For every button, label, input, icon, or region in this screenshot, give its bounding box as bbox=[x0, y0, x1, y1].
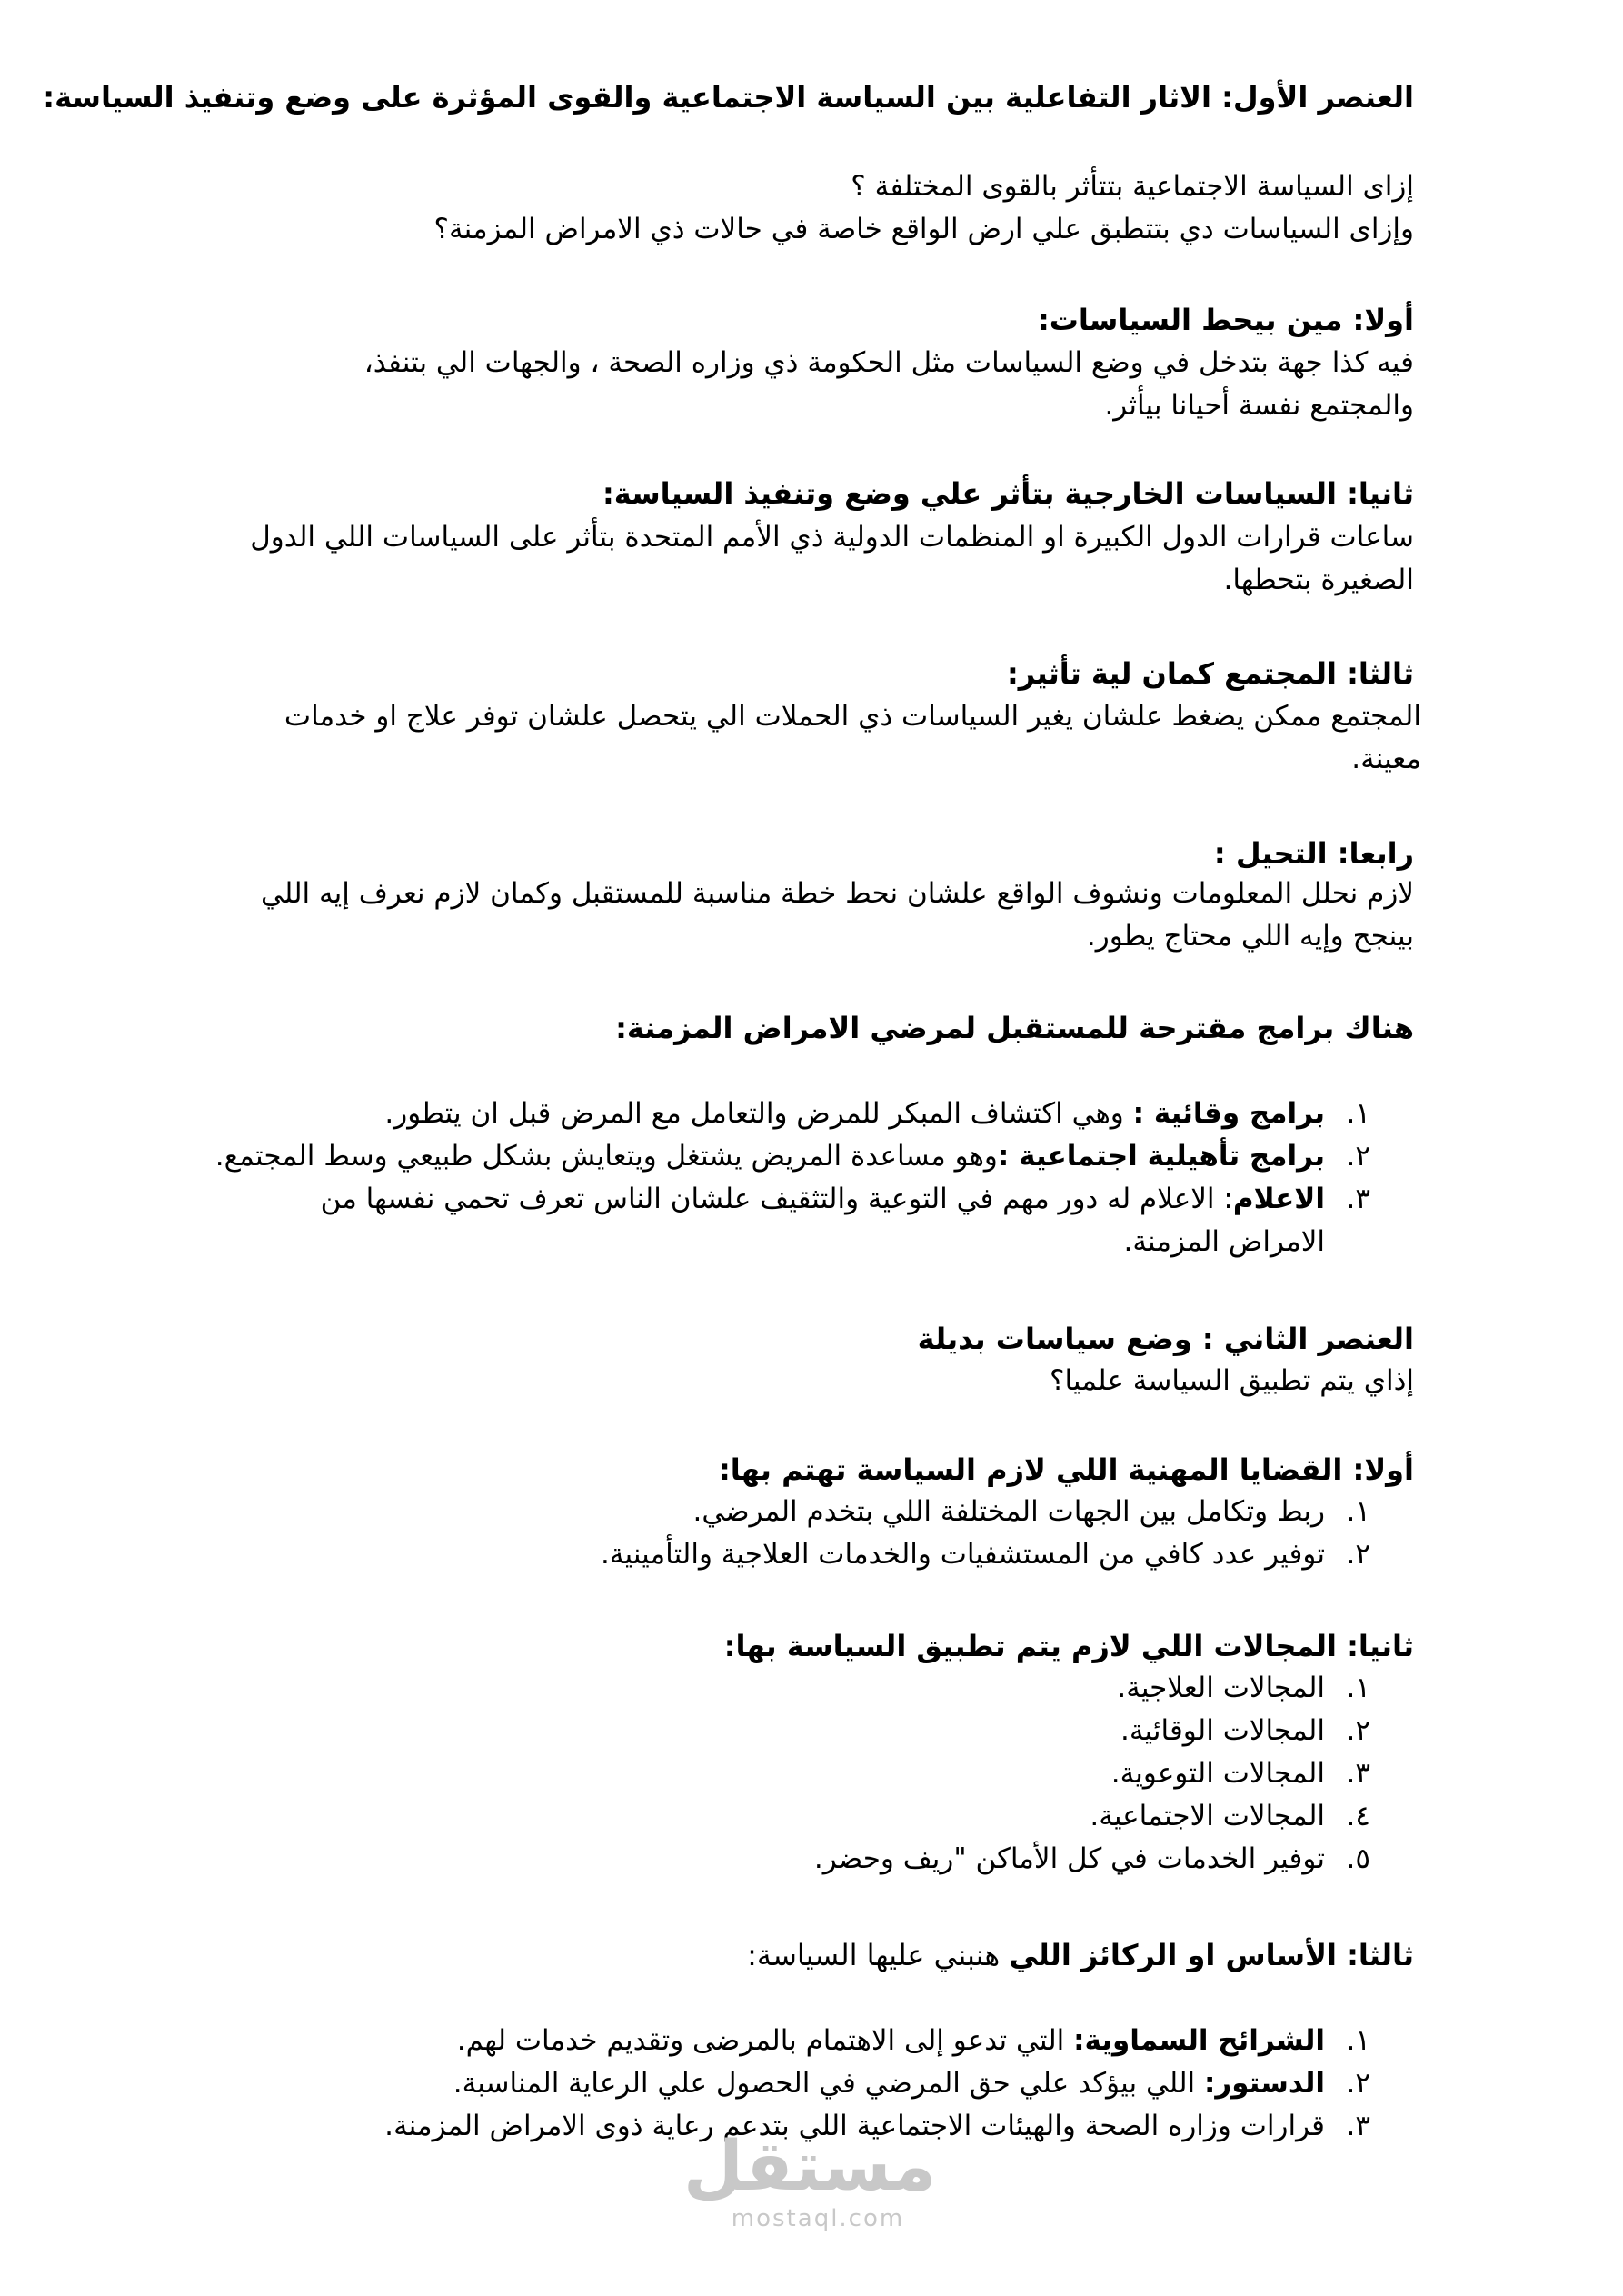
list-item-text: المجالات الاجتماعية. bbox=[1090, 1800, 1325, 1832]
society-influence-line-2: معينة. bbox=[1351, 743, 1421, 775]
society-influence-title: ثالثا: المجتمع كمان لية تأثير: bbox=[1006, 656, 1414, 691]
section-2-question: إذاي يتم تطبيق السياسة علميا؟ bbox=[1050, 1364, 1414, 1397]
list-number: ٢. bbox=[1346, 1140, 1370, 1173]
proposed-programs-title: هناك برامج مقترحة للمستقبل لمرضي الامراض المزمنة: bbox=[615, 1011, 1414, 1045]
list-item bbox=[189, 2062, 1370, 2105]
external-policies-text bbox=[192, 516, 1414, 602]
application-fields-title: ثانيا: المجالات اللي لازم يتم تطبيق السياسة بها: bbox=[723, 1629, 1414, 1663]
professional-issues-title: أولا: القضايا المهنية اللي لازم السياسة تهتم بها: bbox=[718, 1452, 1414, 1487]
society-influence-text bbox=[199, 695, 1421, 781]
application-fields-list bbox=[189, 1667, 1370, 1881]
list-number: ١. bbox=[1346, 1495, 1370, 1528]
program-text: وهو مساعدة المريض يشتغل ويتعايش بشكل طبيعي وسط المجتمع. bbox=[214, 1140, 998, 1173]
analysis-line-2: بينجح وإيه اللي محتاج يطور. bbox=[1086, 920, 1414, 953]
professional-issues-list bbox=[189, 1491, 1370, 1576]
list-number: ٥. bbox=[1346, 1842, 1370, 1875]
section-1-title: العنصر الأول: الاثار التفاعلية بين السياسة الاجتماعية والقوى المؤثرة على وضع وتنفيذ السياسة: bbox=[43, 80, 1414, 115]
program-label: برامج تأهيلية اجتماعية : bbox=[997, 1140, 1325, 1173]
list-item-text: توفير عدد كافي من المستشفيات والخدمات العلاجية والتأمينية. bbox=[600, 1538, 1325, 1571]
intro-question-1: إزاى السياسة الاجتماعية بتتأثر بالقوى المختلفة ؟ bbox=[851, 170, 1414, 203]
foundation-text: اللي بيؤكد علي حق المرضي في الحصول علي الرعاية المناسبة. bbox=[453, 2067, 1204, 2100]
list-number: ٣. bbox=[1346, 1183, 1370, 1215]
policy-makers-title: أولا: مين بيحط السياسات: bbox=[1037, 303, 1414, 337]
analysis-line-1: لازم نحلل المعلومات ونشوف الواقع علشان نحط خطة مناسبة للمستقبل وكمان لازم نعرف إيه اللي bbox=[261, 877, 1414, 910]
list-item bbox=[189, 1093, 1370, 1135]
list-number: ٢. bbox=[1346, 1538, 1370, 1571]
list-item-text: ربط وتكامل بين الجهات المختلفة اللي بتخدم المرضي. bbox=[692, 1495, 1325, 1528]
list-number: ١. bbox=[1346, 1097, 1370, 1130]
list-number: ١. bbox=[1346, 2024, 1370, 2057]
mostaql-watermark bbox=[683, 2125, 936, 2232]
list-item bbox=[189, 1135, 1370, 1178]
foundation-label: الشرائح السماوية: bbox=[1073, 2024, 1325, 2057]
list-number: ٣. bbox=[1346, 2110, 1370, 2142]
foundation-label: الدستور: bbox=[1204, 2067, 1325, 2100]
foundations-title bbox=[192, 1932, 1414, 1978]
list-item bbox=[189, 1838, 1370, 1881]
intro-questions bbox=[192, 165, 1414, 251]
list-item bbox=[189, 1491, 1370, 1533]
foundations-title-rest: هنبني عليها السياسة: bbox=[747, 1938, 1010, 1972]
foundation-text: قرارات وزاره الصحة والهيئات الاجتماعية اللي بتدعم رعاية ذوى الامراض المزمنة. bbox=[384, 2110, 1325, 2142]
program-label: برامج وقائية : bbox=[1132, 1097, 1325, 1130]
list-item-text: المجالات الوقائية. bbox=[1120, 1714, 1325, 1747]
society-influence-line-1: المجتمع ممكن يضغط علشان يغير السياسات ذي الحملات الي يتحصل علشان توفر علاج او خدمات bbox=[284, 700, 1421, 733]
list-number: ٢. bbox=[1346, 1714, 1370, 1747]
list-item-text: توفير الخدمات في كل الأماكن "ريف وحضر. bbox=[813, 1842, 1325, 1875]
section-2-title: العنصر الثاني : وضع سياسات بديلة bbox=[917, 1322, 1414, 1356]
external-policies-line-2: الصغيرة بتحطها. bbox=[1223, 564, 1414, 596]
policy-makers-text bbox=[192, 342, 1414, 427]
list-item bbox=[189, 1667, 1370, 1710]
list-number: ٢. bbox=[1346, 2067, 1370, 2100]
list-item bbox=[189, 1178, 1370, 1263]
program-label: الاعلام bbox=[1232, 1183, 1325, 1215]
list-number: ٤. bbox=[1346, 1800, 1370, 1832]
list-item-text: المجالات التوعوية. bbox=[1110, 1757, 1325, 1790]
analysis-title: رابعا: التحيل : bbox=[1213, 836, 1414, 871]
program-text: وهي اكتشاف المبكر للمرض والتعامل مع المرض قبل ان يتطور. bbox=[384, 1097, 1133, 1130]
list-number: ٣. bbox=[1346, 1757, 1370, 1790]
list-number: ١. bbox=[1346, 1672, 1370, 1704]
foundations-title-bold: ثالثا: الأساس او الركائز اللي bbox=[1009, 1938, 1414, 1972]
list-item-text: المجالات العلاجية. bbox=[1117, 1672, 1325, 1704]
list-item bbox=[189, 1533, 1370, 1576]
list-item bbox=[189, 1752, 1370, 1795]
analysis-text bbox=[192, 873, 1414, 958]
watermark-site: mostaql.com bbox=[731, 2205, 905, 2232]
list-item bbox=[189, 1710, 1370, 1752]
foundation-text: التي تدعو إلى الاهتمام بالمرضى وتقديم خدمات لهم. bbox=[456, 2024, 1074, 2057]
intro-question-2: وإزاى السياسات دي بتتطبق علي ارض الواقع خاصة في حالات ذي الامراض المزمنة؟ bbox=[433, 213, 1414, 245]
watermark-logo: مستقل bbox=[683, 2125, 936, 2206]
list-item bbox=[189, 2020, 1370, 2062]
policy-makers-line-1: فيه كذا جهة بتدخل في وضع السياسات مثل الحكومة ذي وزاره الصحة ، والجهات الي بتنفذ، bbox=[363, 346, 1414, 379]
policy-makers-line-2: والمجتمع نفسة أحيانا بيأثر. bbox=[1104, 389, 1414, 422]
program-text-continued: الامراض المزمنة. bbox=[1123, 1225, 1325, 1258]
proposed-programs-list bbox=[189, 1093, 1370, 1263]
list-item bbox=[189, 1795, 1370, 1838]
program-text: : الاعلام له دور مهم في التوعية والتثقيف علشان الناس تعرف تحمي نفسها من bbox=[320, 1183, 1233, 1215]
external-policies-line-1: ساعات قرارات الدول الكبيرة او المنظمات الدولية ذي الأمم المتحدة بتأثر على السياسات اللي الدول bbox=[250, 521, 1414, 554]
external-policies-title: ثانيا: السياسات الخارجية بتأثر علي وضع وتنفيذ السياسة: bbox=[602, 476, 1414, 511]
